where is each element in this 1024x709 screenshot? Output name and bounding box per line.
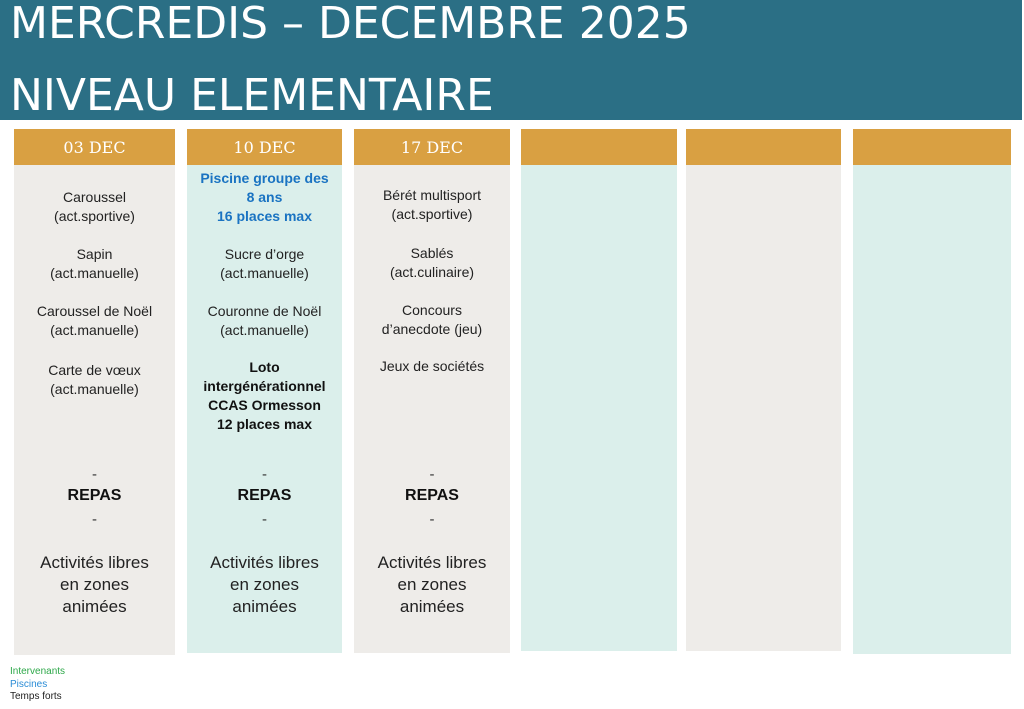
free-activities-line: en zones <box>60 575 129 594</box>
activity-title: Caroussel de Noël <box>36 303 153 319</box>
activity-title: Couronne de Noël <box>207 303 322 319</box>
date-header <box>521 129 677 165</box>
activity-item <box>187 245 342 283</box>
page-title: MERCREDIS – DECEMBRE 2025 <box>10 0 691 49</box>
activity-title: Carte de vœux <box>48 362 141 378</box>
activity-detail: 8 ans <box>246 189 283 205</box>
activity-capacity: 12 places max <box>217 416 312 432</box>
activity-title: Piscine groupe des <box>200 170 329 186</box>
separator-dash: - <box>262 511 267 528</box>
free-activities-line: Activités libres <box>377 553 487 572</box>
separator-dash: - <box>92 466 97 483</box>
activity-type: (act.sportive) <box>54 208 135 224</box>
activity-partner: CCAS Ormesson <box>208 397 321 413</box>
activity-title: Sablés <box>410 245 454 261</box>
activity-title: intergénérationnel <box>203 378 326 394</box>
day-column-empty <box>521 129 677 651</box>
activity-capacity: 16 places max <box>217 208 312 224</box>
activity-title: Sapin <box>76 246 113 262</box>
separator-dash: - <box>262 466 267 483</box>
activity-type: (act.manuelle) <box>220 322 309 338</box>
activity-item <box>354 244 510 282</box>
activity-item <box>187 302 342 340</box>
activity-item <box>354 301 510 339</box>
highlight-activity <box>187 358 342 434</box>
day-column-10-dec <box>187 129 342 653</box>
free-activities-line: en zones <box>230 575 299 594</box>
date-header <box>853 129 1011 165</box>
activity-title: Jeux de sociétés <box>379 358 485 374</box>
activity-type: (act.culinaire) <box>389 264 475 280</box>
free-activities-line: animées <box>62 597 127 616</box>
activity-item <box>14 302 175 340</box>
activity-title: Concours <box>402 302 462 318</box>
activity-type: (act.manuelle) <box>220 265 309 281</box>
activity-item <box>14 188 175 226</box>
separator-dash: - <box>429 466 435 483</box>
column-body <box>187 165 342 653</box>
column-body <box>521 165 677 651</box>
separator-dash: - <box>92 511 97 528</box>
free-activities <box>14 552 175 618</box>
piscine-activity <box>187 169 342 226</box>
day-column-empty <box>686 129 841 651</box>
legend-piscines: Piscines <box>10 679 48 690</box>
free-activities <box>354 552 510 618</box>
activity-title: Caroussel <box>62 189 127 205</box>
free-activities-line: en zones <box>397 575 467 594</box>
date-header: 10 DEC <box>187 129 342 165</box>
day-column-17-dec <box>354 129 510 653</box>
separator-dash: - <box>429 511 435 528</box>
activity-title: Sucre d’orge <box>224 246 305 262</box>
activity-type: (act.manuelle) <box>50 381 139 397</box>
repas-label: REPAS <box>67 487 122 504</box>
column-body <box>354 165 510 653</box>
activity-item <box>14 361 175 399</box>
column-body <box>853 165 1011 654</box>
day-column-empty <box>853 129 1011 654</box>
repas-label: REPAS <box>405 487 459 504</box>
free-activities <box>187 552 342 618</box>
date-header: 03 DEC <box>14 129 175 165</box>
column-body <box>686 165 841 651</box>
day-column-03-dec <box>14 129 175 655</box>
column-body <box>14 165 175 655</box>
date-header: 17 DEC <box>354 129 510 165</box>
free-activities-line: animées <box>399 597 465 616</box>
repas-label: REPAS <box>237 487 292 504</box>
activity-type: (act.sportive) <box>391 206 473 222</box>
page-header <box>0 0 1022 120</box>
legend-temps-forts: Temps forts <box>10 691 62 702</box>
activity-title: Loto <box>249 359 280 375</box>
activity-title: Bérét multisport <box>382 187 482 203</box>
legend-intervenants: Intervenants <box>10 666 66 677</box>
free-activities-line: animées <box>232 597 297 616</box>
free-activities-line: Activités libres <box>210 553 319 572</box>
activity-type: (act.manuelle) <box>50 265 139 281</box>
page-subtitle: NIVEAU ELEMENTAIRE <box>10 70 494 121</box>
activity-type: d’anecdote (jeu) <box>381 321 483 337</box>
activity-item <box>14 245 175 283</box>
activity-type: (act.manuelle) <box>50 322 139 338</box>
activity-item <box>354 186 510 224</box>
date-header <box>686 129 841 165</box>
activity-item <box>354 357 510 376</box>
free-activities-line: Activités libres <box>40 553 149 572</box>
